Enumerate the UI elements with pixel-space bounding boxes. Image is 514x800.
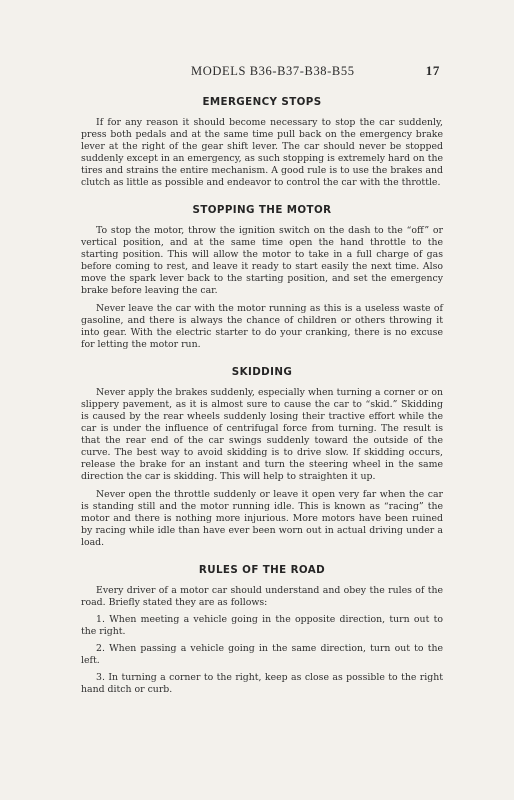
paragraph: If for any reason it should become necessary to stop the car suddenly, press both pedals and at the same time pull back on the emergency brake lever at the right of the gear shift lever. The car should never be stopped suddenly except in an emergency, as such stopping is extremely hard on the tires and strains the entire mechanism. A good rule is to use the brakes and clutch as little as possible and endeavor to control the car with the throttle. <box>81 117 443 188</box>
page-body <box>81 96 443 696</box>
list-item: 2. When passing a vehicle going in the same direction, turn out to the left. <box>81 643 443 666</box>
paragraph: Every driver of a motor car should understand and obey the rules of the road. Briefly stated they are as follows: <box>81 585 443 608</box>
list-item: 1. When meeting a vehicle going in the opposite direction, turn out to the right. <box>81 614 443 637</box>
section-heading: EMERGENCY STOPS <box>202 96 322 108</box>
paragraph: Never open the throttle suddenly or leave it open very far when the car is standing still and the motor running idle. This is known as “racing” the motor and there is nothing more injurious. More motors have been ruined by racing while idle than have ever been worn out in actual driving under a load. <box>81 489 443 548</box>
paragraph: To stop the motor, throw the ignition switch on the dash to the “off” or vertical position, and at the same time open the hand throttle to the starting position. This will allow the motor to take in a full charge of gas before coming to rest, and leave it ready to start easily the next time. Also move the spark lever back to the starting position, and set the emergency brake before leaving the car. <box>81 225 443 296</box>
section-emergency-stops <box>81 96 443 189</box>
section-heading: STOPPING THE MOTOR <box>192 204 332 216</box>
section-rules-of-the-road <box>81 564 443 696</box>
paragraph: Never leave the car with the motor running as this is a useless waste of gasoline, and there is always the chance of children or others throwing it into gear. With the electric starter to do your cranking, there is no excuse for letting the motor run. <box>81 303 443 350</box>
section-stopping-the-motor <box>81 204 443 351</box>
running-header <box>83 64 440 82</box>
section-heading: SKIDDING <box>231 366 293 378</box>
list-item: 3. In turning a corner to the right, keep as close as possible to the right hand ditch or curb. <box>81 672 443 695</box>
paragraph: Never apply the brakes suddenly, especially when turning a corner or on slippery pavement, as it is almost sure to cause the car to “skid.” Skidding is caused by the rear wheels suddenly losing their tractive effort while the car is under the influence of centrifugal force from turning. The result is that the rear end of the car swings suddenly toward the outside of the curve. The best way to avoid skidding is to drive slow. If skidding occurs, release the brake for an instant and turn the steering wheel in the same direction the car is skidding. This will help to straighten it up. <box>81 387 443 482</box>
section-skidding <box>81 366 443 549</box>
section-heading: RULES OF THE ROAD <box>198 564 326 576</box>
running-header-title: MODELS B36-B37-B38-B55 <box>191 64 355 78</box>
page-number: 17 <box>425 63 440 78</box>
